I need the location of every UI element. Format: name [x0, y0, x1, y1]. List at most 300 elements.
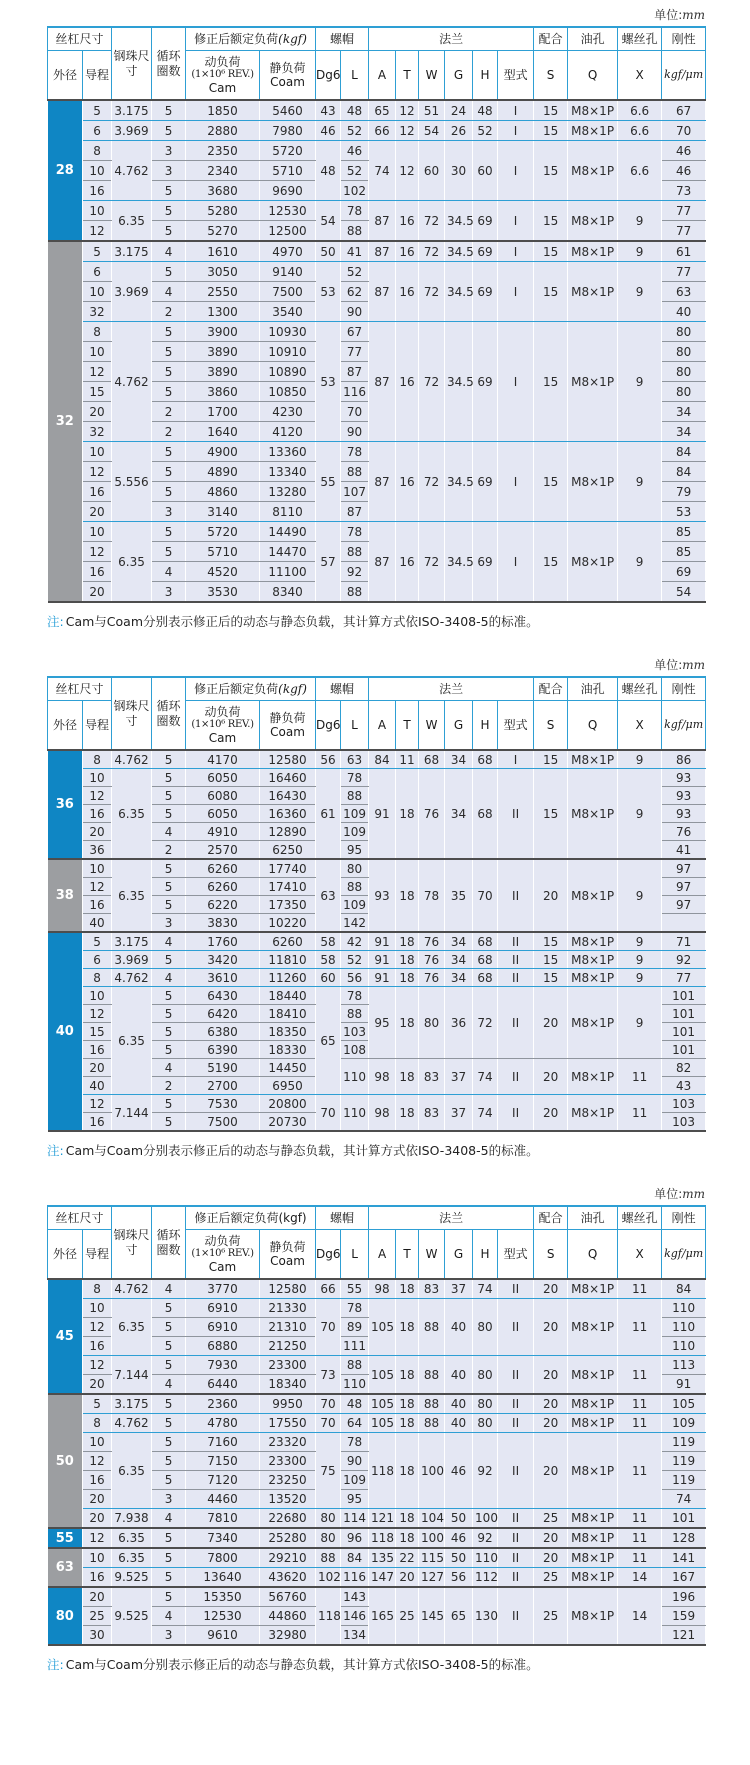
unit-prefix: 单位: [654, 658, 683, 672]
cell: 44860 [260, 1607, 316, 1626]
cell: 15 [534, 442, 568, 522]
table-row [48, 522, 706, 542]
cell: 46 [662, 141, 706, 161]
cell: 69 [473, 241, 498, 262]
cell: II [498, 1528, 534, 1548]
col-header-screw-hole-text: 螺丝孔 [621, 31, 658, 46]
cell: 46 [316, 121, 341, 141]
cell: 12 [83, 542, 112, 562]
cell: 143 [341, 1587, 369, 1607]
cell: 10890 [260, 362, 316, 382]
cell: 6 [83, 951, 112, 969]
col-header-screw-hole-text: 螺丝孔 [621, 1210, 658, 1225]
cell: 70 [341, 402, 369, 422]
cell: 8110 [260, 502, 316, 522]
cell: II [498, 1414, 534, 1433]
col-header-rigidity [662, 27, 706, 51]
cell: 18 [396, 1279, 419, 1299]
cell: M8×1P [568, 1548, 618, 1568]
cell: 7810 [186, 1509, 260, 1529]
cell: 4 [152, 1059, 186, 1077]
cell: 92 [662, 951, 706, 969]
cell: 15 [534, 241, 568, 262]
col-header-flange-1-text: T [403, 67, 411, 82]
col-header-nut [316, 1206, 369, 1230]
cell: 97 [662, 896, 706, 914]
cell: 70 [316, 1299, 341, 1356]
col-header-l-text: L [351, 1246, 358, 1261]
cell: 88 [419, 1356, 445, 1395]
cell: 4120 [260, 422, 316, 442]
cell: 60 [316, 969, 341, 987]
cell: 5 [152, 805, 186, 823]
cell: 5 [152, 1414, 186, 1433]
col-header-lead-text: 导程 [85, 67, 110, 82]
col-header-q [568, 701, 618, 751]
cell: 5 [152, 1005, 186, 1023]
col-header-lead-text: 导程 [85, 717, 110, 732]
table-row [48, 1299, 706, 1318]
col-header-rigidity-unit-text: kgf/μm [664, 68, 704, 82]
cell: 3 [152, 502, 186, 522]
cell: 6260 [186, 859, 260, 878]
cell: 78 [341, 201, 369, 221]
cell: 52 [341, 262, 369, 282]
cell: 100 [419, 1528, 445, 1548]
cell: 83 [419, 1059, 445, 1095]
cell: 10850 [260, 382, 316, 402]
cell: 18 [396, 951, 419, 969]
cell: 35 [445, 859, 473, 932]
cell: 5190 [186, 1059, 260, 1077]
cell: 110 [473, 1548, 498, 1568]
cell: 80 [473, 1356, 498, 1395]
cell: 68 [473, 951, 498, 969]
cell: 12500 [260, 221, 316, 242]
cell: 105 [369, 1299, 396, 1356]
cell: 78 [341, 522, 369, 542]
cell: 20 [534, 1414, 568, 1433]
cell: 2880 [186, 121, 260, 141]
cell: 17740 [260, 859, 316, 878]
unit-label [47, 656, 705, 673]
cell: II [498, 1059, 534, 1095]
cell: 51 [419, 100, 445, 121]
cell: M8×1P [568, 859, 618, 932]
cell: 84 [662, 462, 706, 482]
cell: II [498, 932, 534, 951]
cell [662, 914, 706, 933]
col-header-flange-1-text: T [403, 1246, 411, 1261]
col-header-flange-2 [419, 701, 445, 751]
cell: 12 [83, 1005, 112, 1023]
cell: M8×1P [568, 121, 618, 141]
cell: 18 [396, 1299, 419, 1356]
cell: 5 [152, 1299, 186, 1318]
col-header-flange-2-text: W [425, 717, 438, 732]
table-row [48, 442, 706, 462]
cell: 18 [396, 1356, 419, 1395]
col-header-dg6 [316, 1230, 341, 1280]
col-header-ball-size [112, 27, 152, 100]
cell: 7500 [260, 282, 316, 302]
cell: M8×1P [568, 951, 618, 969]
cell: 8 [83, 969, 112, 987]
cell: 16 [83, 1337, 112, 1356]
cell: 88 [316, 1548, 341, 1568]
cell: 2570 [186, 841, 260, 860]
col-header-oil-hole-text: 油孔 [580, 681, 605, 696]
col-header-screw-size-text: 丝杠尺寸 [55, 31, 104, 46]
cell: 78 [341, 1433, 369, 1452]
cell: 88 [419, 1394, 445, 1414]
cell: 116 [341, 382, 369, 402]
cell: II [498, 1394, 534, 1414]
cell: 5 [152, 787, 186, 805]
cell: 32 [83, 302, 112, 322]
cell: 9 [618, 322, 662, 442]
unit-value: mm [682, 1187, 705, 1201]
cell: 110 [662, 1337, 706, 1356]
cell: 11260 [260, 969, 316, 987]
col-header-ball-size-text: 钢珠尺寸 [113, 1228, 150, 1257]
cell: 6390 [186, 1041, 260, 1059]
cell: 41 [341, 241, 369, 262]
cell: 112 [473, 1568, 498, 1588]
cell: 165 [369, 1587, 396, 1645]
col-header-flange-2-text: W [425, 1246, 438, 1261]
cell: 5 [152, 896, 186, 914]
cell: 3420 [186, 951, 260, 969]
cell: 3 [152, 141, 186, 161]
cell: 11 [618, 1548, 662, 1568]
cell: 80 [662, 342, 706, 362]
cell: 8340 [260, 582, 316, 603]
cell: 18410 [260, 1005, 316, 1023]
cell: 30 [83, 1626, 112, 1646]
cell: 10 [83, 1299, 112, 1318]
cell: 52 [473, 121, 498, 141]
cell: 4 [152, 241, 186, 262]
cell: 37 [445, 1279, 473, 1299]
cell: 3610 [186, 969, 260, 987]
cell: 25 [396, 1587, 419, 1645]
cell: 105 [662, 1394, 706, 1414]
cell: 6.6 [618, 141, 662, 201]
cell: 6250 [260, 841, 316, 860]
cell: 80 [419, 987, 445, 1059]
cell: I [498, 100, 534, 121]
cell: 77 [662, 969, 706, 987]
cell: 11 [618, 1095, 662, 1132]
cell: 2 [152, 302, 186, 322]
cell: 110 [662, 1318, 706, 1337]
cell: 20 [83, 582, 112, 603]
cell: 80 [473, 1394, 498, 1414]
table-row [48, 1568, 706, 1588]
cell: 74 [473, 1059, 498, 1095]
cell: II [498, 1095, 534, 1132]
cell: 5 [152, 382, 186, 402]
col-header-flange-1-text: T [403, 717, 411, 732]
cell: 3890 [186, 362, 260, 382]
cell: 22 [396, 1548, 419, 1568]
cell: 23320 [260, 1433, 316, 1452]
cell: 7980 [260, 121, 316, 141]
cell: 34 [662, 402, 706, 422]
cell: I [498, 750, 534, 769]
cell: 95 [341, 1490, 369, 1509]
cell: M8×1P [568, 769, 618, 860]
note-text: Cam与Coam分别表示修正后的动态与静态负载，其计算方式依ISO-3408-5的标准。 [65, 1143, 539, 1158]
cell: 18 [396, 1059, 419, 1095]
cell: 12580 [260, 750, 316, 769]
col-header-rigidity-text: 刚性 [671, 1210, 696, 1225]
cell: 10 [83, 522, 112, 542]
cell: II [498, 1568, 534, 1588]
cell: 5270 [186, 221, 260, 242]
col-header-static-load-text: Coam [270, 1254, 305, 1268]
col-header-rated-load-text: 修正后额定负荷 [194, 681, 279, 696]
table-row [48, 1587, 706, 1607]
cell: 9690 [260, 181, 316, 201]
cell: 20 [83, 402, 112, 422]
cell: 5 [83, 932, 112, 951]
col-header-outer-diameter-text: 外径 [52, 67, 77, 82]
cell: 72 [419, 322, 445, 442]
cell: I [498, 241, 534, 262]
cell: 2550 [186, 282, 260, 302]
col-header-dynamic-load-text: 动负荷 [204, 704, 241, 719]
cell: 70 [316, 1414, 341, 1433]
cell: 1610 [186, 241, 260, 262]
cell: 72 [419, 241, 445, 262]
cell: 12 [83, 1318, 112, 1337]
cell: 80 [473, 1299, 498, 1356]
cell: II [498, 1279, 534, 1299]
cell: 18 [396, 1433, 419, 1509]
cell: 76 [662, 823, 706, 841]
col-header-oil-hole [568, 677, 618, 701]
cell: 5 [152, 1433, 186, 1452]
cell: 18440 [260, 987, 316, 1005]
cell: 101 [662, 1509, 706, 1529]
col-header-lead [83, 51, 112, 101]
cell: 40 [662, 302, 706, 322]
cell: I [498, 322, 534, 442]
col-header-screw-size [48, 677, 112, 701]
col-header-flange-text: 法兰 [439, 1210, 464, 1225]
cell: 61 [662, 241, 706, 262]
col-header-flange-1 [396, 1230, 419, 1280]
cell: 9 [618, 262, 662, 322]
cell: 76 [419, 769, 445, 860]
cell: 54 [662, 582, 706, 603]
cell: 98 [369, 1095, 396, 1132]
cell: M8×1P [568, 241, 618, 262]
cell: 26 [445, 121, 473, 141]
cell: 16 [83, 805, 112, 823]
cell: 72 [419, 262, 445, 322]
cell: 4 [152, 1509, 186, 1529]
cell: 50 [445, 1509, 473, 1529]
cell: 97 [662, 859, 706, 878]
cell: 21250 [260, 1337, 316, 1356]
cell: 16 [83, 1041, 112, 1059]
col-header-flange-0 [369, 51, 396, 101]
col-header-q-text: Q [587, 717, 598, 732]
spec-table [47, 26, 706, 603]
cell: 17410 [260, 878, 316, 896]
col-header-dynamic-load-text: Cam [208, 731, 237, 745]
cell: 48 [316, 141, 341, 201]
cell: 25280 [260, 1528, 316, 1548]
section-label: 32 [48, 241, 83, 602]
col-header-circuits [152, 27, 186, 100]
note-tag: 注: [47, 1657, 64, 1672]
col-header-rigidity-unit-text: kgf/μm [664, 718, 704, 732]
cell: 5720 [186, 522, 260, 542]
cell: 10 [83, 161, 112, 181]
cell: M8×1P [568, 262, 618, 322]
col-header-s-text: S [546, 67, 555, 82]
cell: 16 [396, 442, 419, 522]
table-row [48, 1356, 706, 1375]
cell: 16460 [260, 769, 316, 787]
table-row [48, 1528, 706, 1548]
cell: 3.175 [112, 932, 152, 951]
cell: 91 [369, 969, 396, 987]
col-header-rigidity-unit [662, 51, 706, 101]
cell: 109 [341, 1471, 369, 1490]
cell: 119 [662, 1433, 706, 1452]
cell: 6.35 [112, 859, 152, 932]
cell: 115 [419, 1548, 445, 1568]
col-header-q [568, 51, 618, 101]
cell: 159 [662, 1607, 706, 1626]
col-header-oil-hole-text: 油孔 [580, 1210, 605, 1225]
col-header-flange-3-text: G [453, 717, 464, 732]
cell: 80 [473, 1414, 498, 1433]
note-tag: 注: [47, 614, 64, 629]
cell: 87 [369, 522, 396, 603]
cell: 15 [534, 141, 568, 201]
col-header-flange-4 [473, 1230, 498, 1280]
cell: 20 [534, 1095, 568, 1132]
cell: 7800 [186, 1548, 260, 1568]
cell: 114 [341, 1509, 369, 1529]
cell: 146 [341, 1607, 369, 1626]
table-row [48, 750, 706, 769]
col-header-circuits [152, 1206, 186, 1279]
cell: M8×1P [568, 1568, 618, 1588]
col-header-flange [369, 1206, 534, 1230]
cell: 32 [83, 422, 112, 442]
cell: 4860 [186, 482, 260, 502]
col-header-lead-text: 导程 [85, 1246, 110, 1261]
cell: 65 [445, 1587, 473, 1645]
cell: 5 [152, 322, 186, 342]
cell: 67 [662, 100, 706, 121]
cell: 18350 [260, 1023, 316, 1041]
cell: 8 [83, 1414, 112, 1433]
cell: 5 [152, 482, 186, 502]
cell: 63 [341, 750, 369, 769]
col-header-nut-text: 螺帽 [330, 31, 355, 46]
cell: 50 [316, 241, 341, 262]
col-header-l-text: L [351, 67, 358, 82]
cell: 12 [396, 121, 419, 141]
cell: 69 [662, 562, 706, 582]
cell: 20730 [260, 1113, 316, 1132]
col-header-dg6-text: Dg6 [316, 717, 341, 732]
cell: 88 [341, 462, 369, 482]
cell: 105 [369, 1394, 396, 1414]
cell: 11 [618, 1509, 662, 1529]
cell: 56 [316, 750, 341, 769]
cell: 5460 [260, 100, 316, 121]
col-header-rigidity-text: 刚性 [671, 681, 696, 696]
table-row [48, 932, 706, 951]
cell: 15 [534, 932, 568, 951]
cell: 78 [341, 987, 369, 1005]
header-row-groups [48, 1206, 706, 1230]
cell: 93 [369, 859, 396, 932]
cell: 5 [152, 462, 186, 482]
col-header-dg6 [316, 51, 341, 101]
cell: 88 [341, 582, 369, 603]
cell: 5710 [260, 161, 316, 181]
cell: II [498, 1509, 534, 1529]
cell: 4890 [186, 462, 260, 482]
cell: 34.5 [445, 262, 473, 322]
cell: 5 [152, 362, 186, 382]
spec-table [47, 1205, 706, 1646]
cell: 40 [445, 1356, 473, 1395]
cell: 15 [83, 382, 112, 402]
cell: 48 [473, 100, 498, 121]
cell: 68 [473, 769, 498, 860]
cell: M8×1P [568, 1587, 618, 1645]
cell: I [498, 262, 534, 322]
cell: 87 [369, 322, 396, 442]
cell: 102 [341, 181, 369, 201]
col-header-flange-0 [369, 1230, 396, 1280]
table-block-3 [47, 1185, 708, 1673]
cell: 7340 [186, 1528, 260, 1548]
cell: II [498, 1587, 534, 1645]
cell: 54 [419, 121, 445, 141]
cell: 2350 [186, 141, 260, 161]
cell: 16 [83, 1471, 112, 1490]
table-row [48, 1394, 706, 1414]
cell: 67 [341, 322, 369, 342]
table-row [48, 969, 706, 987]
cell: 6910 [186, 1299, 260, 1318]
col-header-dynamic-load-text: 动负荷 [204, 54, 241, 69]
table-block-1 [47, 6, 708, 630]
note-text: Cam与Coam分别表示修正后的动态与静态负载，其计算方式依ISO-3408-5的标准。 [65, 614, 539, 629]
cell: 34.5 [445, 241, 473, 262]
cell: 23250 [260, 1471, 316, 1490]
cell: 20 [83, 1059, 112, 1077]
cell: M8×1P [568, 1095, 618, 1132]
cell: 16 [83, 181, 112, 201]
table-row [48, 1095, 706, 1113]
table-row [48, 241, 706, 262]
cell: 6080 [186, 787, 260, 805]
cell: 93 [662, 805, 706, 823]
